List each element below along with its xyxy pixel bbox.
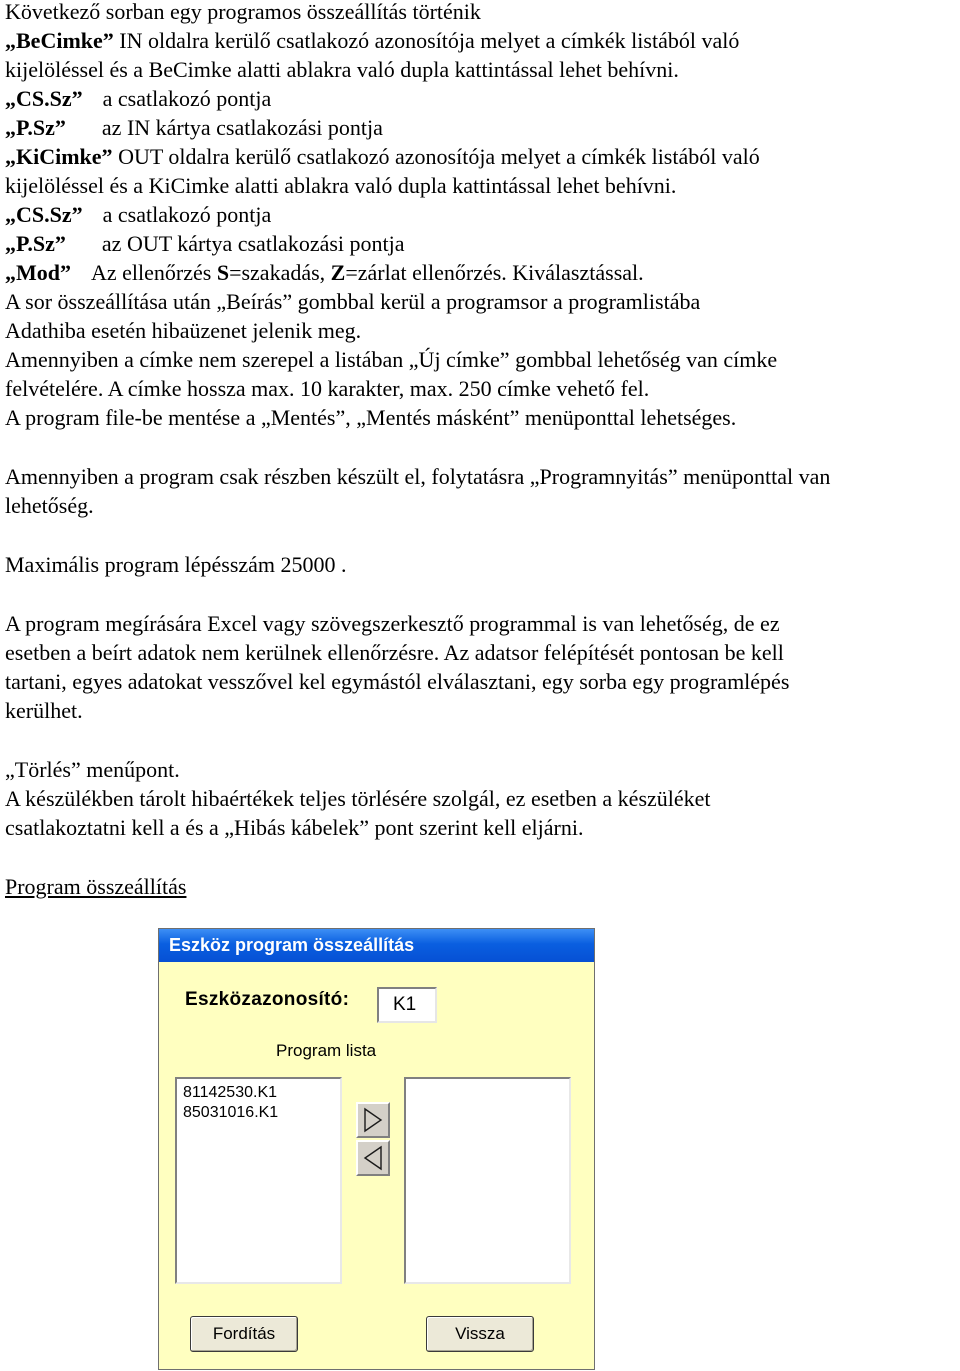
move-left-button[interactable] bbox=[356, 1140, 390, 1176]
term-s: S bbox=[216, 260, 230, 285]
text-line: kerülhet. bbox=[5, 698, 83, 723]
text-line bbox=[5, 143, 760, 171]
term-cssz: „CS.Sz” bbox=[5, 86, 83, 111]
move-right-button[interactable] bbox=[356, 1102, 390, 1138]
triangle-right-icon bbox=[362, 1107, 384, 1133]
text-line bbox=[5, 85, 271, 113]
vissza-button[interactable]: Vissza bbox=[426, 1316, 534, 1352]
term-psz: „P.Sz” bbox=[5, 231, 66, 256]
text-line: Amennyiben a program csak részben készült el, folytatásra „Programnyitás” menüponttal van bbox=[5, 464, 831, 489]
program-listbox[interactable] bbox=[175, 1077, 342, 1284]
term-z: Z bbox=[330, 260, 346, 285]
text-span: Az ellenőrzés bbox=[91, 260, 217, 285]
text-line: A sor összeállítása után „Beírás” gombbal kerül a programsor a programlistába bbox=[5, 289, 701, 314]
text-line bbox=[5, 259, 644, 287]
text-span: az IN kártya csatlakozási pontja bbox=[101, 115, 383, 140]
term-cssz: „CS.Sz” bbox=[5, 202, 83, 227]
text-line: Adathiba esetén hibaüzenet jelenik meg. bbox=[5, 318, 362, 343]
text-line: Következő sorban egy programos összeállítás történik bbox=[5, 0, 481, 24]
text-line: A program megírására Excel vagy szövegszerkesztő programmal is van lehetőség, de ez bbox=[5, 611, 780, 636]
term-mod: „Mod” bbox=[5, 260, 71, 285]
text-line bbox=[5, 114, 383, 142]
selected-listbox[interactable] bbox=[404, 1077, 571, 1284]
text-line bbox=[5, 27, 739, 55]
text-span: =zárlat ellenőrzés. Kiválasztással. bbox=[345, 260, 644, 285]
triangle-left-icon bbox=[362, 1145, 384, 1171]
text-line: kijelöléssel és a BeCimke alatti ablakra való dupla kattintással lehet behívni. bbox=[5, 57, 679, 82]
program-dialog bbox=[158, 928, 595, 1370]
text-line bbox=[5, 230, 405, 258]
text-line: Maximális program lépésszám 25000 . bbox=[5, 552, 347, 577]
text-line: Amennyiben a címke nem szerepel a listában „Új címke” gombbal lehetőség van címke bbox=[5, 347, 778, 372]
device-id-label: Eszközazonosító: bbox=[185, 989, 350, 1010]
term-becimke: „BeCimke” bbox=[5, 28, 114, 53]
text-line: „Törlés” menűpont. bbox=[5, 757, 180, 782]
dialog-title: Eszköz program összeállítás bbox=[159, 929, 594, 962]
text-line: kijelöléssel és a KiCimke alatti ablakra való dupla kattintással lehet behívni. bbox=[5, 173, 677, 198]
text-span: a csatlakozó pontja bbox=[102, 202, 272, 227]
term-psz: „P.Sz” bbox=[5, 115, 66, 140]
text-span: IN oldalra kerülő csatlakozó azonosítója melyet a címkék listából való bbox=[113, 28, 740, 53]
section-heading: Program összeállítás bbox=[5, 874, 187, 899]
text-line: A készülékben tárolt hibaértékek teljes törlésére szolgál, ez esetben a készüléket bbox=[5, 786, 711, 811]
text-span: a csatlakozó pontja bbox=[102, 86, 272, 111]
text-line: A program file-be mentése a „Mentés”, „Mentés másként” menüponttal lehetséges. bbox=[5, 405, 737, 430]
device-id-field[interactable]: K1 bbox=[377, 987, 437, 1023]
text-line: esetben a beírt adatok nem kerülnek ellenőrzésre. Az adatsor felépítését pontosan be kell bbox=[5, 640, 784, 665]
text-line: csatlakoztatni kell a és a „Hibás kábelek” pont szerint kell eljárni. bbox=[5, 815, 584, 840]
list-item[interactable]: 81142530.K1 bbox=[183, 1084, 278, 1101]
text-span: OUT oldalra kerülő csatlakozó azonosítója melyet a címkék listából való bbox=[112, 144, 760, 169]
text-line bbox=[5, 201, 271, 229]
text-line: lehetőség. bbox=[5, 493, 94, 518]
text-span: az OUT kártya csatlakozási pontja bbox=[101, 231, 405, 256]
program-list-label: Program lista bbox=[276, 1041, 377, 1060]
text-line: tartani, egyes adatokat vesszővel kel egymástól elválasztani, egy sorba egy programlépés bbox=[5, 669, 790, 694]
list-item[interactable]: 85031016.K1 bbox=[183, 1104, 279, 1121]
term-kicimke: „KiCimke” bbox=[5, 144, 113, 169]
forditas-button[interactable]: Fordítás bbox=[190, 1316, 298, 1352]
text-line: felvételére. A címke hossza max. 10 karakter, max. 250 címke vehető fel. bbox=[5, 376, 650, 401]
text-span: =szakadás, bbox=[229, 260, 331, 285]
